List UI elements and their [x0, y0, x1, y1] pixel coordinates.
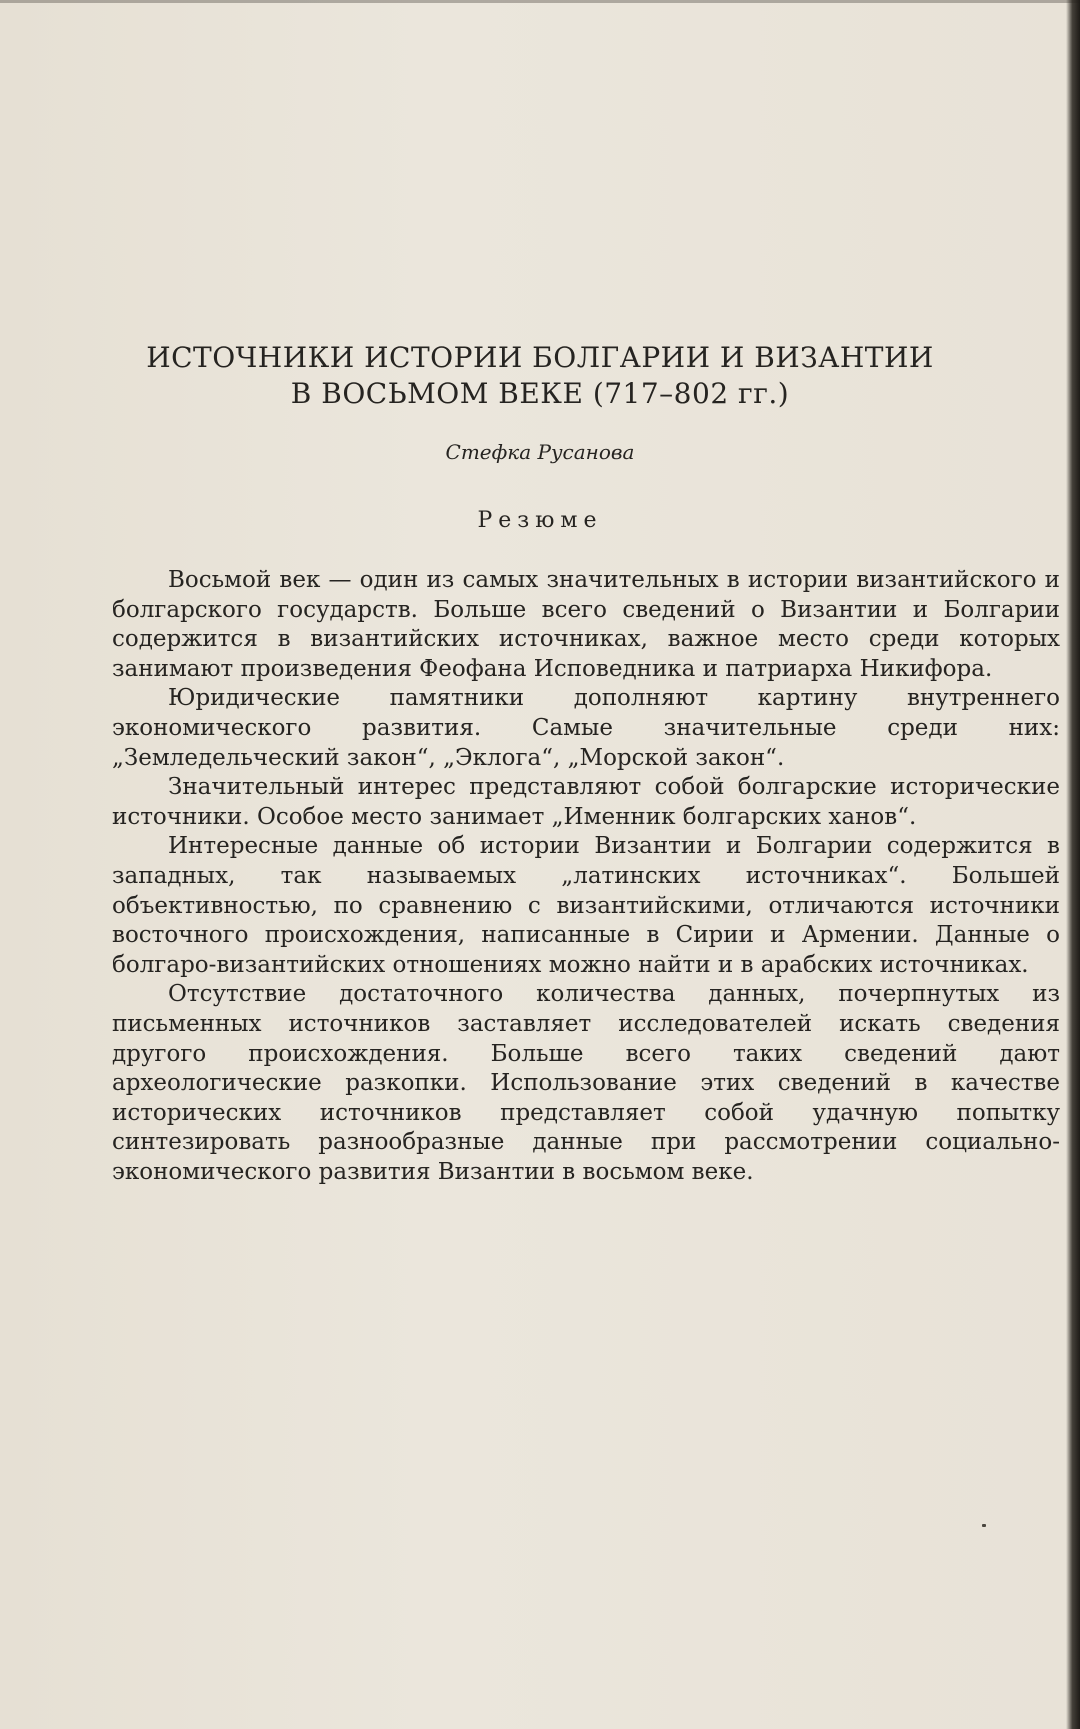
- paragraph-4: Интересные данные об истории Византии и Болгарии содержится в западных, так называемых „латинских источниках“. Большей объективностью, по сравнению с византийскими, отличаются источники восточного происхождения, написанные в Сирии и Армении. Данные о болгаро-византийских отношениях можно найти и в арабских источниках.: [112, 833, 1060, 978]
- author-name: Стефка Русанова: [445, 440, 635, 464]
- paragraph-1: Восьмой век — один из самых значительных в истории византийского и болгарского государств. Больше всего сведений о Византии и Болгарии содержится в византийских источниках, важное место среди которых занимают произведения Феофана Исповедника и патриарха Никифора.: [112, 567, 1060, 682]
- print-speck: [982, 1524, 986, 1527]
- paragraph-2: Юридические памятники дополняют картину внутреннего экономического развития. Самые значительные среди них: „Земледельческий закон“, „Эклога“, „Морской закон“.: [112, 685, 1060, 771]
- title-line-1: ИСТОЧНИКИ ИСТОРИИ БОЛГАРИИ И ВИЗАНТИИ: [146, 341, 934, 374]
- title-line-2: В ВОСЬМОМ ВЕКЕ (717–802 гг.): [290, 377, 790, 410]
- article-title: [0, 340, 1080, 412]
- paragraph-5: Отсутствие достаточного количества данных, почерпнутых из письменных источников заставляет исследователей искать сведения другого происхождения. Больше всего таких сведений дают археологические разкопки. Использование этих сведений в качестве исторических источников представляет собой удачную попытку синтезировать разнообразные данные при рассмотрении социально-экономического развития Византии в восьмом веке.: [112, 981, 1060, 1185]
- page-binding-edge: [1066, 0, 1080, 1729]
- paragraph-3: Значительный интерес представляют собой болгарские исторические источники. Особое место занимает „Именник болгарских ханов“.: [112, 774, 1060, 830]
- body-text: [112, 566, 1060, 1187]
- section-heading: Резюме: [477, 508, 603, 533]
- page-top-edge: [0, 0, 1080, 3]
